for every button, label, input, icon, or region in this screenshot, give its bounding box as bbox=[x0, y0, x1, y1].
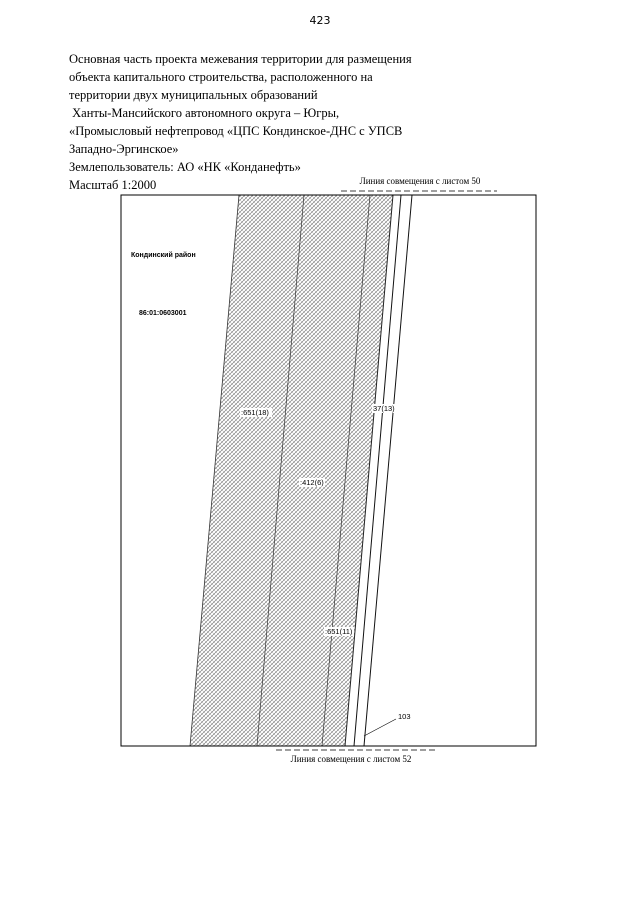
joint-line-top-label: Линия совмещения с листом 50 bbox=[359, 176, 481, 186]
header-line: Западно-Эргинское» bbox=[69, 142, 179, 156]
label-leader bbox=[364, 719, 396, 736]
parcel-label-group bbox=[299, 478, 325, 487]
header-line: Землепользователь: АО «НК «Конданефть» bbox=[69, 160, 301, 174]
cadastral-quarter-label: 86:01:0603001 bbox=[139, 310, 187, 317]
parcel-label: 103 bbox=[398, 712, 411, 721]
parcel-label-group bbox=[240, 408, 272, 417]
header-line: Масштаб 1:2000 bbox=[69, 178, 157, 192]
parcel-label-group bbox=[372, 404, 402, 413]
parcel-label-group bbox=[324, 627, 354, 636]
parcel-label: :651(11) bbox=[325, 627, 353, 636]
header-line: Ханты-Мансийского автономного округа – Югры, bbox=[69, 106, 340, 120]
header-line: Основная часть проекта межевания территории для размещения bbox=[69, 52, 412, 66]
header-line: территории двух муниципальных образований bbox=[69, 88, 318, 102]
parcel-label: :651(18) bbox=[241, 408, 269, 417]
parcel-label: 37(13) bbox=[373, 404, 395, 413]
district-label: Кондинский район bbox=[131, 252, 196, 259]
header-line: «Промысловый нефтепровод «ЦПС Кондинское-ДНС с УПСВ bbox=[69, 124, 403, 138]
joint-line-bottom-label: Линия совмещения с листом 52 bbox=[290, 754, 412, 764]
page-number: 423 bbox=[309, 14, 331, 27]
header-line: объекта капитального строительства, расположенного на bbox=[69, 70, 373, 84]
parcel-label: :412(6) bbox=[300, 478, 324, 487]
